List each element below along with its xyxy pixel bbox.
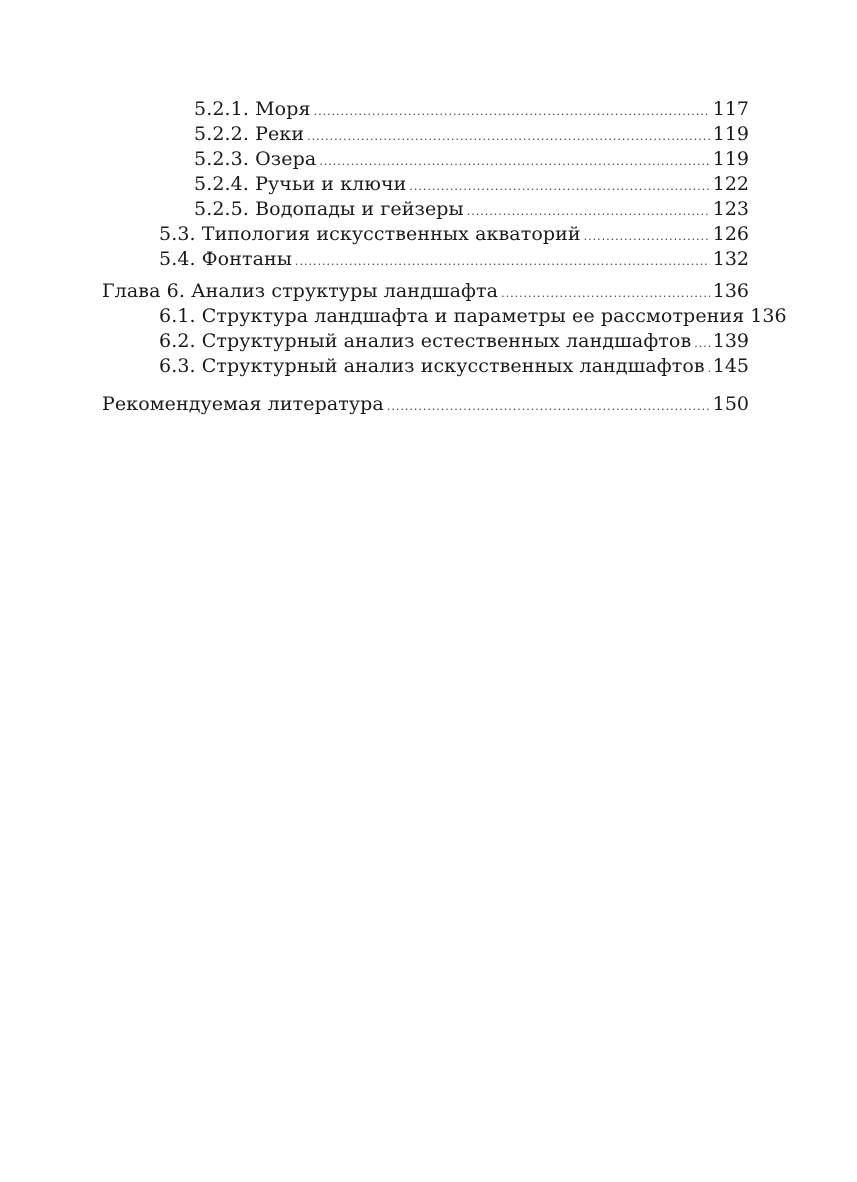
toc-entry-title: 5.2.2. Реки	[194, 123, 305, 145]
toc-entry-title: 5.2.4. Ручьи и ключи	[194, 173, 407, 195]
toc-entry[interactable]	[102, 97, 749, 122]
toc-entry-page: 139	[712, 330, 749, 352]
toc-entry[interactable]	[102, 122, 749, 147]
toc-entry-title: 5.2.5. Водопады и гейзеры	[194, 198, 464, 220]
toc-entry-title: 5.3. Типология искусственных акваторий	[159, 223, 581, 245]
toc-entry-title: Глава 6. Анализ структуры ландшафта	[102, 280, 499, 302]
dot-leader	[319, 149, 709, 174]
toc-bibliography-entry[interactable]	[102, 392, 749, 417]
toc-entry-page: 136	[750, 305, 787, 327]
toc-entry-title: 5.2.3. Озера	[194, 148, 317, 170]
toc-entry[interactable]	[102, 329, 749, 354]
toc-entry-page: 145	[712, 355, 749, 377]
dot-leader	[467, 199, 710, 224]
toc-entry-title: 5.2.1. Моря	[194, 98, 311, 120]
toc-entry-page: 150	[712, 393, 749, 415]
toc-entry-page: 119	[712, 123, 749, 145]
toc-entry-page: 122	[712, 173, 749, 195]
dot-leader	[501, 281, 710, 306]
toc-entry-page: 136	[712, 280, 749, 302]
dot-leader	[694, 331, 709, 356]
toc-entry[interactable]	[102, 147, 749, 172]
toc-entry[interactable]	[102, 197, 749, 222]
toc-entry[interactable]	[102, 354, 749, 379]
toc-entry-title: 6.2. Структурный анализ естественных ландшафтов	[159, 330, 692, 352]
dot-leader	[314, 99, 710, 124]
dot-leader	[307, 124, 710, 149]
table-of-contents	[102, 97, 787, 417]
dot-leader	[387, 394, 710, 419]
toc-entry-page: 119	[712, 148, 749, 170]
toc-entry-page: 123	[712, 198, 749, 220]
toc-entry-page: 117	[712, 98, 749, 120]
toc-entry-page: 126	[712, 223, 749, 245]
toc-entry-title: Рекомендуемая литература	[102, 393, 384, 415]
toc-entry-title: 6.1. Структура ландшафта и параметры ее рассмотрения	[159, 305, 745, 327]
toc-entry-page: 132	[712, 248, 749, 270]
toc-chapter-entry[interactable]	[102, 279, 749, 304]
toc-entry[interactable]	[102, 222, 749, 247]
toc-entry[interactable]	[102, 172, 749, 197]
toc-entry-title: 5.4. Фонтаны	[159, 248, 292, 270]
dot-leader	[584, 224, 710, 249]
toc-entry[interactable]	[102, 304, 787, 329]
dot-leader	[409, 174, 709, 199]
dot-leader	[295, 249, 710, 274]
toc-entry[interactable]	[102, 247, 749, 272]
dot-leader	[708, 356, 710, 381]
toc-entry-title: 6.3. Структурный анализ искусственных ландшафтов	[159, 355, 705, 377]
